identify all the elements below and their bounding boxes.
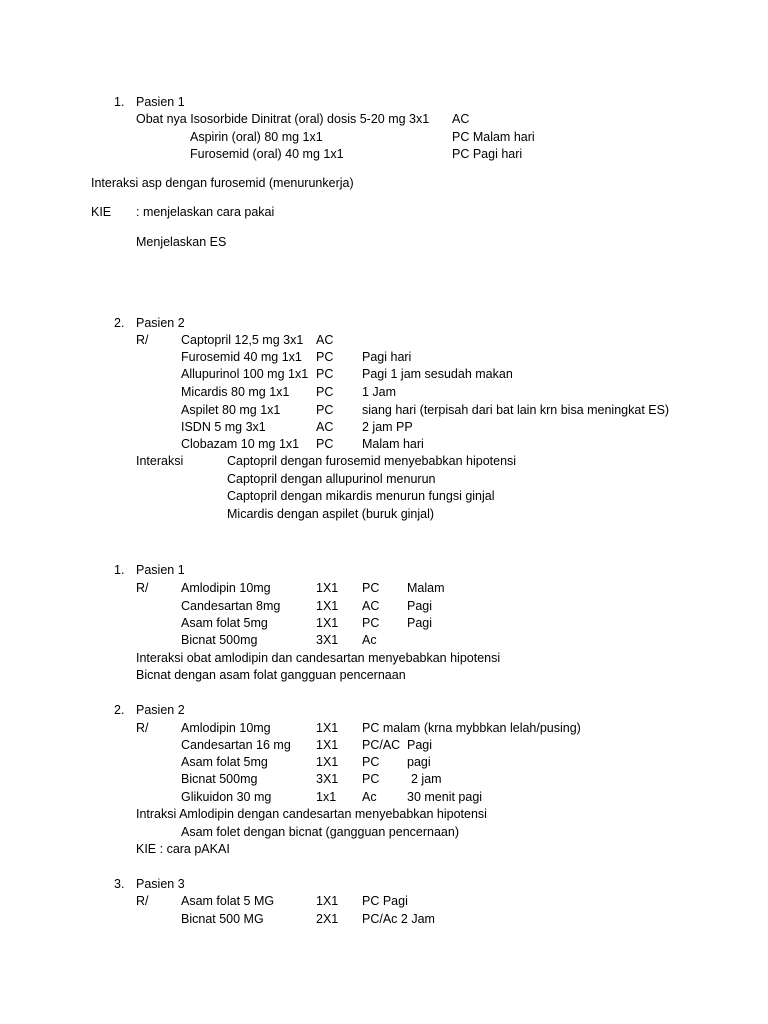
drug-timing: PC [316,367,334,381]
drug-timing: Ac [362,633,377,647]
drug-timing: PC [316,437,334,451]
drug-timing: PC [362,616,380,630]
list-number: 2. [114,703,125,717]
drug-name: Bicnat 500mg [181,772,258,786]
interaction-note: Captopril dengan mikardis menurun fungsi ginjal [227,489,495,503]
kie-text: Menjelaskan ES [136,235,227,249]
drug-name: Bicnat 500mg [181,633,258,647]
list-number: 1. [114,95,125,109]
drug-frequency: 1X1 [316,721,339,735]
drug-timing: PC Pagi [362,894,408,908]
drug-timing: AC [316,420,334,434]
interaction-note: Intraksi Amlodipin dengan candesartan menyebabkan hipotensi [136,807,487,821]
drug-note: 30 menit pagi [407,790,483,804]
interaction-note: Micardis dengan aspilet (buruk ginjal) [227,507,435,521]
drug-name: Captopril 12,5 mg 3x1 [181,333,304,347]
drug-name: Aspilet 80 mg 1x1 [181,403,281,417]
drug-name: Glikuidon 30 mg [181,790,272,804]
kie-text: KIE : cara pAKAI [136,842,230,856]
list-number: 3. [114,877,125,891]
drug-name: Amlodipin 10mg [181,721,271,735]
drug-frequency: 1X1 [316,738,339,752]
drug-name: Furosemid 40 mg 1x1 [181,350,302,364]
drug-name: Bicnat 500 MG [181,912,264,926]
drug-timing: AC [362,599,380,613]
drug-frequency: 1X1 [316,599,339,613]
drug-frequency: 1X1 [316,581,339,595]
drug-frequency: 1X1 [316,755,339,769]
drug-frequency: 3X1 [316,633,339,647]
drug-frequency: 1X1 [316,894,339,908]
drug-timing: PC [362,581,380,595]
drug-note: pagi [407,755,431,769]
drug-note: Malam hari [362,437,424,451]
drug-timing: PC [362,755,380,769]
drug-name: Asam folat 5mg [181,755,268,769]
drug-note: Pagi [407,599,433,613]
interaction-note: Captopril dengan furosemid menyebabkan hipotensi [227,454,517,468]
drug-timing: PC [316,403,334,417]
drug-timing: AC [316,333,334,347]
drug-name: ISDN 5 mg 3x1 [181,420,266,434]
drug-name: Asam folat 5 MG [181,894,275,908]
interaction-note: Captopril dengan allupurinol menurun [227,472,436,486]
drug-name: Micardis 80 mg 1x1 [181,385,290,399]
drug-timing: Ac [362,790,377,804]
drug-name: Asam folat 5mg [181,616,268,630]
drug-frequency: 2X1 [316,912,339,926]
list-number: 1. [114,563,125,577]
drug-timing: PC [362,772,380,786]
patient-title: Pasien 3 [136,877,185,891]
patient-title: Pasien 2 [136,316,185,330]
interaction-label: Interaksi [136,454,184,468]
drug-note: Pagi [407,738,433,752]
prescription-symbol: R/ [136,894,149,908]
drug-note: 2 jam [411,772,442,786]
drug-timing: PC [316,350,334,364]
interaction-note: Interaksi asp dengan furosemid (menurunkerja) [91,176,354,190]
drug-name: Amlodipin 10mg [181,581,271,595]
drug-note: 2 jam PP [362,420,413,434]
interaction-note: Bicnat dengan asam folat gangguan pencernaan [136,668,406,682]
drug-name: Allupurinol 100 mg 1x1 [181,367,309,381]
kie-label: KIE [91,205,112,219]
drug-name: Clobazam 10 mg 1x1 [181,437,300,451]
interaction-note: Interaksi obat amlodipin dan candesartan menyebabkan hipotensi [136,651,501,665]
patient-title: Pasien 1 [136,95,185,109]
drug-line: Aspirin (oral) 80 mg 1x1 [190,130,323,144]
drug-timing: AC [452,112,470,126]
drug-line: Obat nya Isosorbide Dinitrat (oral) dosis 5-20 mg 3x1 [136,112,430,126]
drug-timing: PC Malam hari [452,130,535,144]
patient-title: Pasien 2 [136,703,185,717]
patient-title: Pasien 1 [136,563,185,577]
drug-line: Furosemid (oral) 40 mg 1x1 [190,147,344,161]
prescription-symbol: R/ [136,333,149,347]
drug-timing: PC [316,385,334,399]
prescription-symbol: R/ [136,721,149,735]
list-number: 2. [114,316,125,330]
drug-note: Pagi [407,616,433,630]
drug-name: Candesartan 8mg [181,599,281,613]
drug-note: 1 Jam [362,385,397,399]
drug-timing: PC Pagi hari [452,147,523,161]
drug-timing: PC/Ac 2 Jam [362,912,435,926]
drug-timing: PC malam (krna mybbkan lelah/pusing) [362,721,581,735]
drug-note: Pagi hari [362,350,412,364]
kie-text: : menjelaskan cara pakai [136,205,275,219]
drug-timing: PC/AC [362,738,401,752]
drug-frequency: 3X1 [316,772,339,786]
drug-frequency: 1x1 [316,790,337,804]
drug-note: Malam [407,581,445,595]
drug-name: Candesartan 16 mg [181,738,291,752]
drug-note: Pagi 1 jam sesudah makan [362,367,513,381]
interaction-note: Asam folet dengan bicnat (gangguan pencernaan) [181,825,459,839]
drug-frequency: 1X1 [316,616,339,630]
drug-note: siang hari (terpisah dari bat lain krn bisa meningkat ES) [362,403,670,417]
prescription-symbol: R/ [136,581,149,595]
